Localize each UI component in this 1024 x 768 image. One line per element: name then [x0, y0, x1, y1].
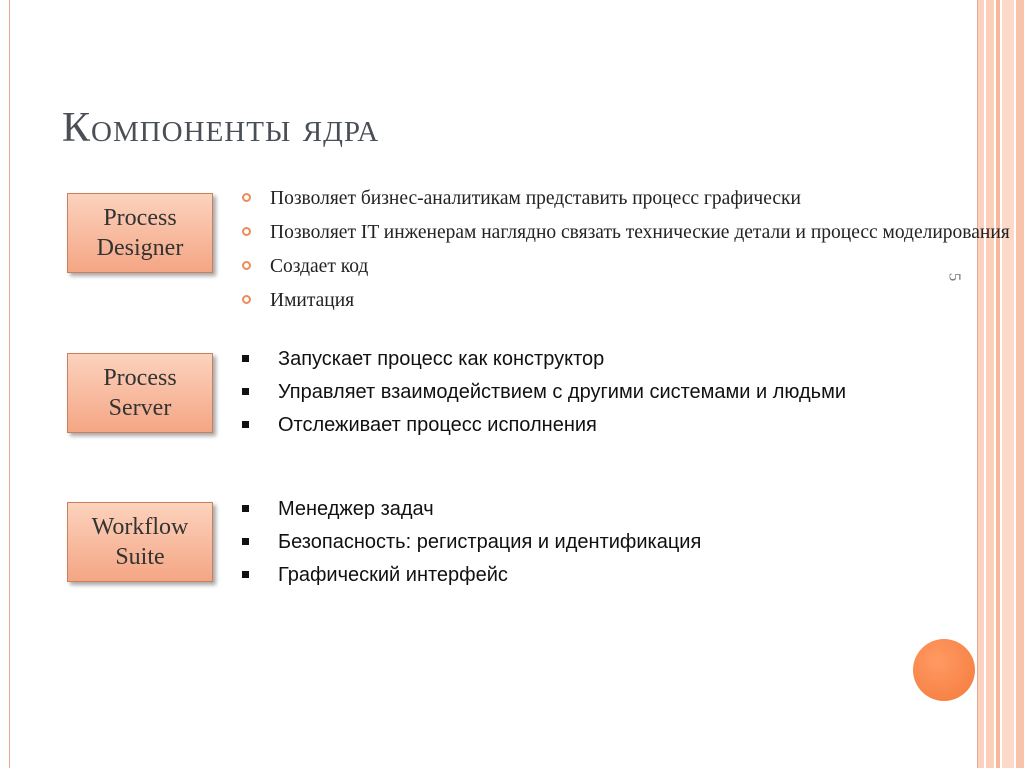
workflow-suite-bullets	[240, 493, 701, 592]
circle-bullet-icon	[242, 227, 251, 236]
slide-title	[62, 104, 379, 152]
list-item	[240, 288, 1010, 313]
square-bullet-icon	[242, 421, 249, 428]
page-number: 5	[945, 272, 965, 282]
circle-bullet-icon	[242, 295, 251, 304]
decorative-circle	[913, 639, 975, 701]
bullet-text: Позволяет IT инженерам наглядно связать технические детали и процесс моделирования	[270, 222, 1010, 243]
bullet-text: Менеджер задач	[278, 498, 434, 520]
square-bullet-icon	[242, 355, 249, 362]
bullet-text: Позволяет бизнес-аналитикам представить процесс графически	[270, 188, 801, 209]
bullet-text: Имитация	[270, 290, 355, 311]
list-item	[240, 254, 1010, 279]
list-item	[240, 559, 701, 592]
title-initial: К	[62, 105, 92, 151]
list-item	[240, 343, 846, 376]
square-bullet-icon	[242, 505, 249, 512]
bullet-text: Безопасность: регистрация и идентификация	[278, 531, 702, 553]
decorative-stripes	[978, 0, 1024, 768]
process-server-box	[67, 353, 213, 433]
list-item	[240, 526, 701, 559]
workflow-suite-box	[67, 502, 213, 582]
square-bullet-icon	[242, 538, 249, 545]
bullet-text: Отслеживает процесс исполнения	[278, 414, 597, 436]
bullet-text: Запускает процесс как конструктор	[278, 348, 605, 370]
square-bullet-icon	[242, 388, 249, 395]
bullet-text: Управляет взаимодействием с другими системами и людьми	[278, 381, 846, 403]
bullet-text: Графический интерфейс	[278, 564, 508, 586]
list-item	[240, 409, 846, 442]
square-bullet-icon	[242, 571, 249, 578]
process-designer-label: Process Designer	[96, 205, 184, 261]
circle-bullet-icon	[242, 261, 251, 270]
workflow-suite-label: Workflow Suite	[91, 514, 189, 570]
title-rest: омпоненты ядра	[91, 105, 380, 151]
list-item	[240, 220, 1010, 245]
bullet-text: Создает код	[270, 256, 369, 277]
process-server-bullets	[240, 343, 846, 442]
circle-bullet-icon	[242, 193, 251, 202]
process-designer-box	[67, 193, 213, 273]
list-item	[240, 493, 701, 526]
process-designer-bullets	[240, 186, 1010, 313]
process-server-label: Process Server	[103, 365, 177, 421]
list-item	[240, 186, 1010, 211]
list-item	[240, 376, 846, 409]
